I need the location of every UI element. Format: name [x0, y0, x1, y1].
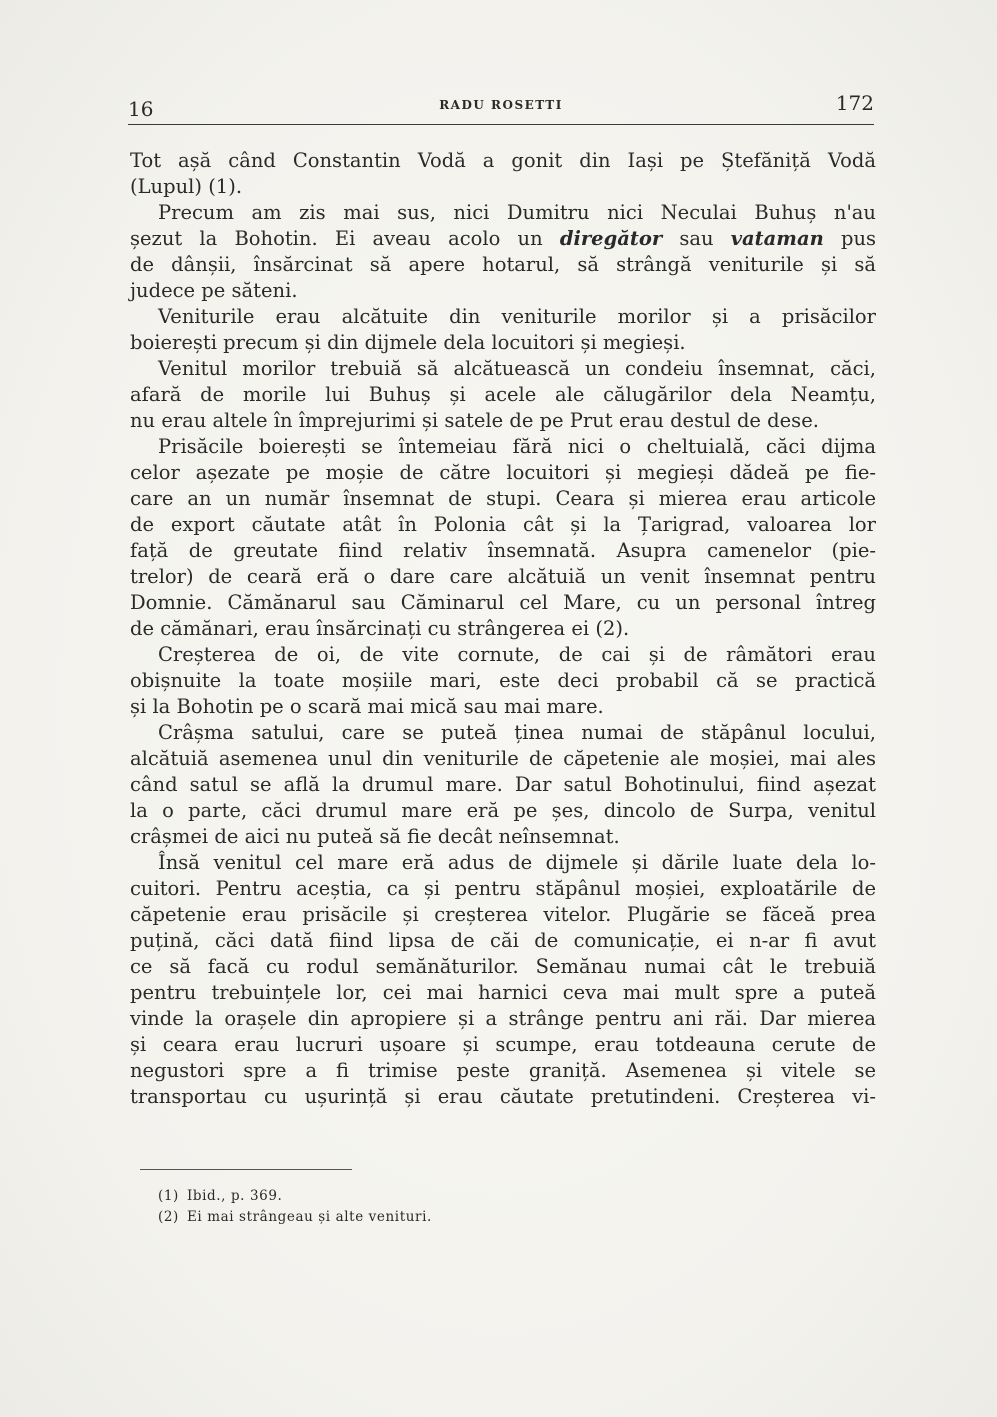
- body-text: [130, 148, 876, 1110]
- text-line: de export căutate atât în Polonia cât și la Țarigrad, valoarea lor: [130, 513, 876, 536]
- footnotes: [158, 1186, 432, 1228]
- page-number-left: 16: [128, 97, 154, 121]
- running-head: RADU ROSETTI: [439, 98, 563, 112]
- page-header: [128, 88, 874, 125]
- text-line: când satul se află la drumul mare. Dar satul Bohotinului, fiind așezat: [130, 773, 876, 796]
- text-line: transportau cu ușurință și erau căutate pretutindeni. Creșterea vi-: [130, 1085, 876, 1108]
- text-line: vinde la orașele din apropiere și a strânge pentru ani răi. Dar mierea: [130, 1007, 876, 1030]
- emphasized-term: vataman: [730, 227, 824, 250]
- text-line: judece pe săteni.: [130, 279, 298, 302]
- text-line: boierești precum și din dijmele dela locuitori și megieși.: [130, 331, 686, 354]
- text-line: alcătuiă asemenea unul din veniturile de căpetenie ale moșiei, mai ales: [130, 747, 876, 770]
- text-line: obișnuite la toate moșiile mari, este deci probabil că se practică: [130, 669, 876, 692]
- footnote-mark: (1): [158, 1188, 179, 1204]
- text-line: Prisăcile boierești se întemeiau fără nici o cheltuială, căci dijma: [158, 435, 876, 458]
- text-line: căpetenie erau prisăcile și creșterea vitelor. Plugărie se făceă prea: [130, 903, 876, 926]
- text-line: Creșterea de oi, de vite cornute, de cai și de râmători erau: [158, 643, 876, 666]
- footnote-divider: [140, 1169, 352, 1170]
- text-line: și la Bohotin pe o scară mai mică sau mai mare.: [130, 695, 604, 718]
- text-line: Venitul morilor trebuiă să alcătuească un condeiu însemnat, căci,: [158, 357, 876, 380]
- text-line: ce să facă cu rodul semănăturilor. Semănau numai cât le trebuiă: [130, 955, 876, 978]
- text-line: față de greutate fiind relativ însemnată. Asupra camenelor (pie-: [130, 539, 876, 562]
- footnote-2: [158, 1207, 432, 1228]
- text-line: Precum am zis mai sus, nici Dumitru nici Neculai Buhuș n'au: [158, 201, 876, 224]
- text-line: celor așezate pe moșie de către locuitori și megieși dădeă pe fie-: [130, 461, 876, 484]
- footnote-1: [158, 1186, 432, 1207]
- footnote-text: Ibid., p. 369.: [186, 1188, 283, 1204]
- text-line: Domnie. Cămănarul sau Căminarul cel Mare, cu un personal întreg: [130, 591, 876, 614]
- footnote-mark: (2): [158, 1209, 179, 1225]
- text-line: de cămănari, erau însărcinați cu strângerea ei (2).: [130, 617, 630, 640]
- text-line: șezut la Bohotin. Ei aveau acolo un diregător sau vataman pus: [130, 227, 877, 250]
- text-line: de dânșii, însărcinat să apere hotarul, să strângă veniturile și să: [130, 253, 876, 276]
- text-line: la o parte, căci drumul mare eră pe șes, dincolo de Surpa, venitul: [130, 799, 876, 822]
- text-line: și ceara erau lucruri ușoare și scumpe, erau totdeauna cerute de: [130, 1033, 876, 1056]
- text-line: trelor) de ceară eră o dare care alcătuiă un venit însemnat pentru: [130, 565, 876, 588]
- text-line: care an un număr însemnat de stupi. Ceara și mierea erau articole: [130, 487, 876, 510]
- text-line: puțină, căci dată fiind lipsa de căi de comunicație, ei n-ar fi avut: [130, 929, 876, 952]
- text-line: nu erau altele în împrejurimi și satele de pe Prut erau destul de dese.: [130, 409, 819, 432]
- page-number-right: 172: [835, 91, 874, 115]
- text-line: Tot așă când Constantin Vodă a gonit din Iași pe Ștefăniță Vodă: [130, 149, 876, 172]
- footnote-text: Ei mai strângeau și alte venituri.: [186, 1209, 432, 1225]
- emphasized-term: diregător: [559, 227, 663, 250]
- text-line: afară de morile lui Buhuș și acele ale călugărilor dela Neamțu,: [130, 383, 876, 406]
- text-line: Însă venitul cel mare eră adus de dijmele și dările luate dela lo-: [158, 851, 876, 874]
- text-line: cuitori. Pentru aceștia, ca și pentru stăpânul moșiei, exploatările de: [130, 877, 876, 900]
- text-line: pentru trebuințele lor, cei mai harnici ceva mai mult spre a puteă: [130, 981, 876, 1004]
- text-line: Crâșma satului, care se puteă ținea numai de stăpânul locului,: [158, 721, 876, 744]
- text-line: (Lupul) (1).: [130, 175, 243, 198]
- text-line: negustori spre a fi trimise peste graniță. Asemenea și vitele se: [130, 1059, 876, 1082]
- text-line: crâșmei de aici nu puteă să fie decât neînsemnat.: [130, 825, 620, 848]
- text-line: Veniturile erau alcătuite din veniturile morilor și a prisăcilor: [158, 305, 876, 328]
